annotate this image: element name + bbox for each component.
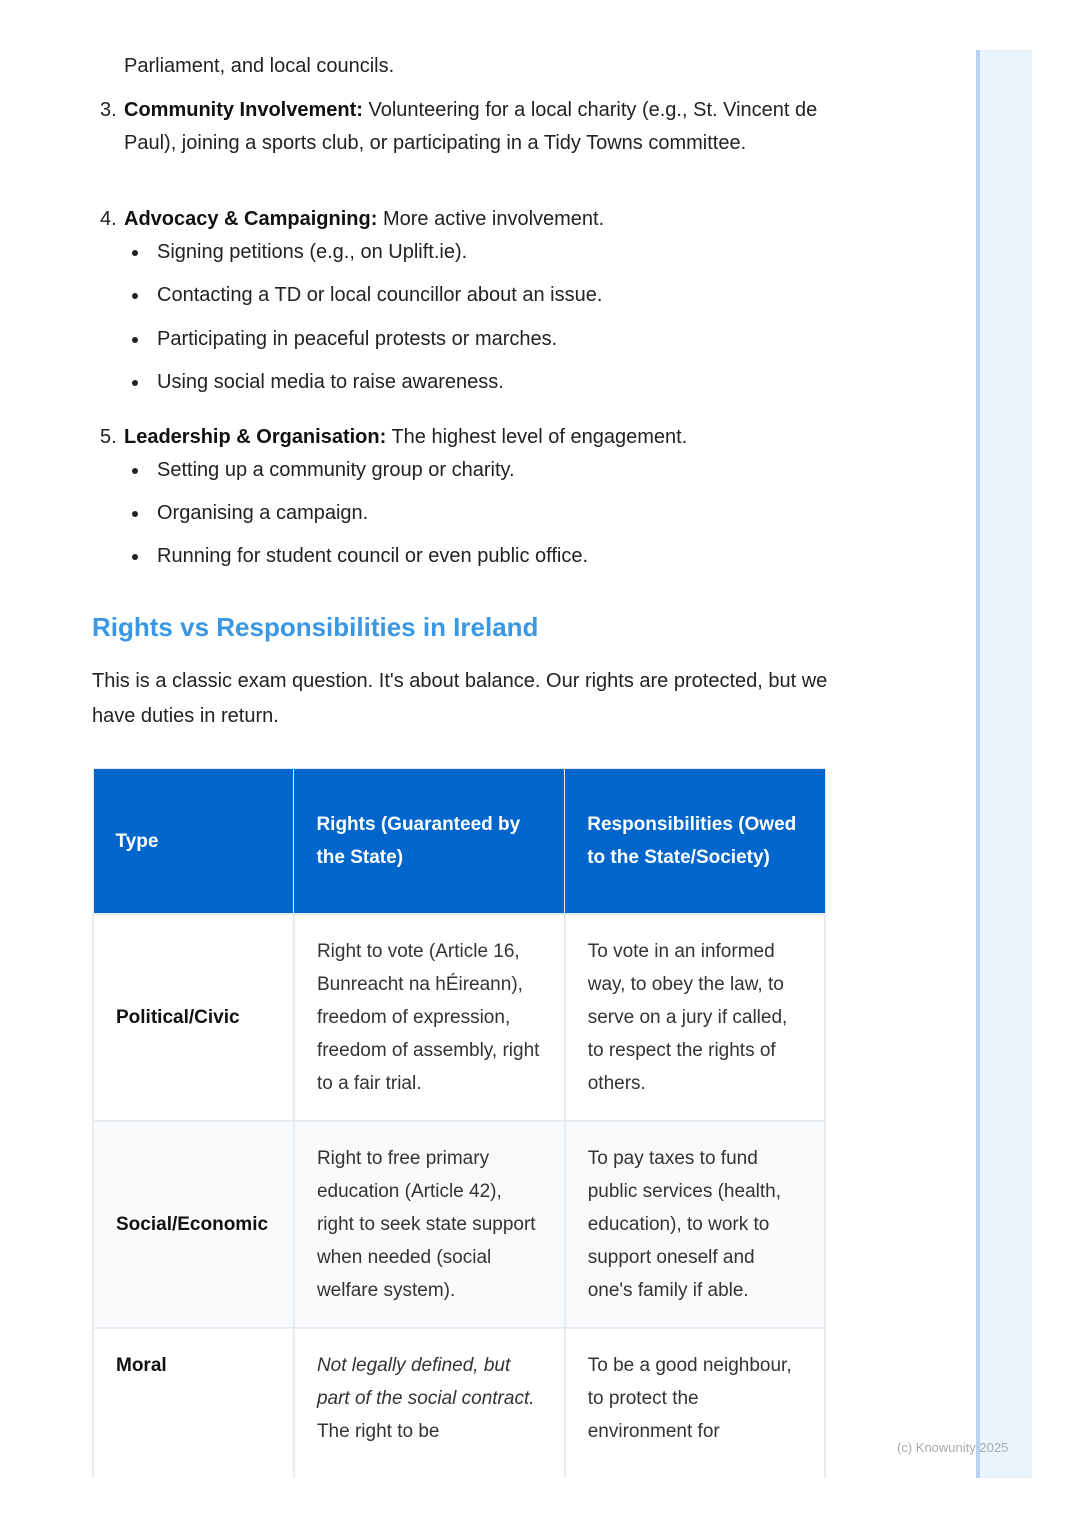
bullet-text: Organising a campaign. — [157, 502, 369, 524]
bullet-item — [132, 236, 467, 269]
rights-table — [92, 768, 826, 1511]
item-title: Advocacy & Campaigning: — [124, 208, 378, 230]
list-item — [124, 421, 687, 454]
item-number: 4. — [100, 208, 117, 230]
copyright: (c) Knowunity 2025 — [897, 1440, 1009, 1455]
item-number: 5. — [100, 426, 117, 448]
bullet-text: Signing petitions (e.g., on Uplift.ie). — [157, 241, 468, 263]
rights-italic: Not legally defined, but part of the social contract. — [316, 1355, 535, 1409]
item-text: The highest level of engagement. — [386, 426, 688, 448]
bullet-text: Running for student council or even public office. — [157, 545, 589, 567]
bullet-text: Setting up a community group or charity. — [157, 459, 515, 481]
responsibilities-cell: To be a good neighbour, to protect the environment for — [565, 1328, 825, 1510]
header-cell: Type — [93, 769, 294, 915]
bullet-text: Contacting a TD or local councillor about an issue. — [157, 284, 603, 306]
item-number: 3. — [100, 99, 117, 121]
responsibilities-cell: To pay taxes to fund public services (health, education), to work to support oneself and one's family if able. — [565, 1121, 825, 1328]
bullet-text: Participating in peaceful protests or marches. — [157, 328, 558, 350]
bullet-item — [132, 366, 504, 399]
type-cell: Moral — [93, 1328, 294, 1510]
bullet-text: Using social media to raise awareness. — [157, 371, 504, 393]
type-cell: Social/Economic — [93, 1121, 294, 1328]
responsibilities-cell: To vote in an informed way, to obey the law, to serve on a jury if called, to respect the rights of others. — [565, 914, 825, 1121]
rights-text: The right to be — [316, 1421, 440, 1442]
type-cell: Political/Civic — [93, 914, 294, 1121]
bullet-item — [132, 540, 588, 573]
paragraph: This is a classic exam question. It's about balance. Our rights are protected, but we have duties in return. — [92, 670, 828, 727]
page-cutoff — [0, 1478, 1080, 1528]
sidebar-panel — [976, 50, 1032, 1478]
item-title: Community Involvement: — [124, 99, 363, 121]
rights-cell: Right to free primary education (Article 42), right to seek state support when needed (social welfare system). — [294, 1121, 565, 1328]
bullet-item — [132, 497, 368, 530]
item-text: Volunteering for a local charity (e.g., St. Vincent de Paul), joining a sports club, or participating in a Tidy Towns committee. — [124, 99, 818, 154]
table-row — [93, 1121, 825, 1328]
header-cell: Rights (Guaranteed by the State) — [294, 769, 565, 915]
bullet-item — [132, 279, 602, 312]
rights-cell: Right to vote (Article 16, Bunreacht na hÉireann), freedom of expression, freedom of assembly, right to a fair trial. — [294, 914, 565, 1121]
table-row — [93, 914, 825, 1121]
list-item — [124, 94, 824, 160]
table-header-row — [93, 769, 825, 915]
list-item — [124, 203, 604, 236]
section-heading: Rights vs Responsibilities in Ireland — [92, 612, 539, 642]
header-cell: Responsibilities (Owed to the State/Society) — [565, 769, 825, 915]
item-title: Leadership & Organisation: — [124, 426, 387, 448]
bullet-item — [132, 454, 515, 487]
intro-tail: Parliament, and local councils. — [124, 55, 395, 77]
item-text: More active involvement. — [377, 208, 605, 230]
bullet-item — [132, 323, 557, 356]
